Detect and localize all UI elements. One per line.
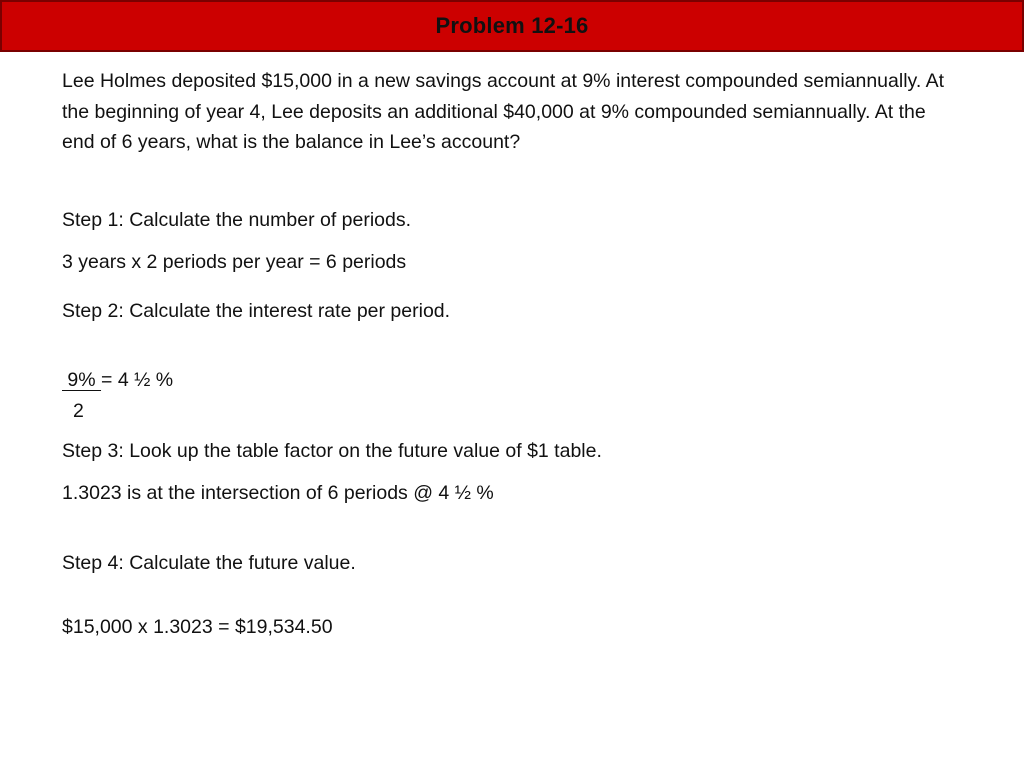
problem-statement: Lee Holmes deposited $15,000 in a new savings account at 9% interest compounded semiannually. At the beginning of year 4, Lee deposits an additional $40,000 at 9% compounded semiannually. At the end of 6 years, what is the balance in Lee’s account? [62, 70, 945, 153]
step-3-result: 1.3023 is at the intersection of 6 periods @ 4 ½ % [62, 482, 494, 504]
step-2-heading: Step 2: Calculate the interest rate per period. [62, 300, 451, 322]
problem-statement-container [62, 66, 962, 158]
fraction-denominator: 2 [73, 400, 84, 422]
step-1-heading: Step 1: Calculate the number of periods. [62, 209, 412, 231]
fraction-result: = 4 ½ % [101, 369, 174, 391]
fraction-numerator: 9% [62, 369, 102, 391]
step-3-heading: Step 3: Look up the table factor on the future value of $1 table. [62, 440, 602, 462]
step-4-result: $15,000 x 1.3023 = $19,534.50 [62, 616, 333, 638]
slide-title: Problem 12-16 [435, 13, 589, 38]
slide-title-bar [0, 0, 1024, 52]
rate-fraction [62, 365, 173, 395]
step-4-heading: Step 4: Calculate the future value. [62, 552, 356, 574]
step-1-result: 3 years x 2 periods per year = 6 periods [62, 251, 407, 273]
